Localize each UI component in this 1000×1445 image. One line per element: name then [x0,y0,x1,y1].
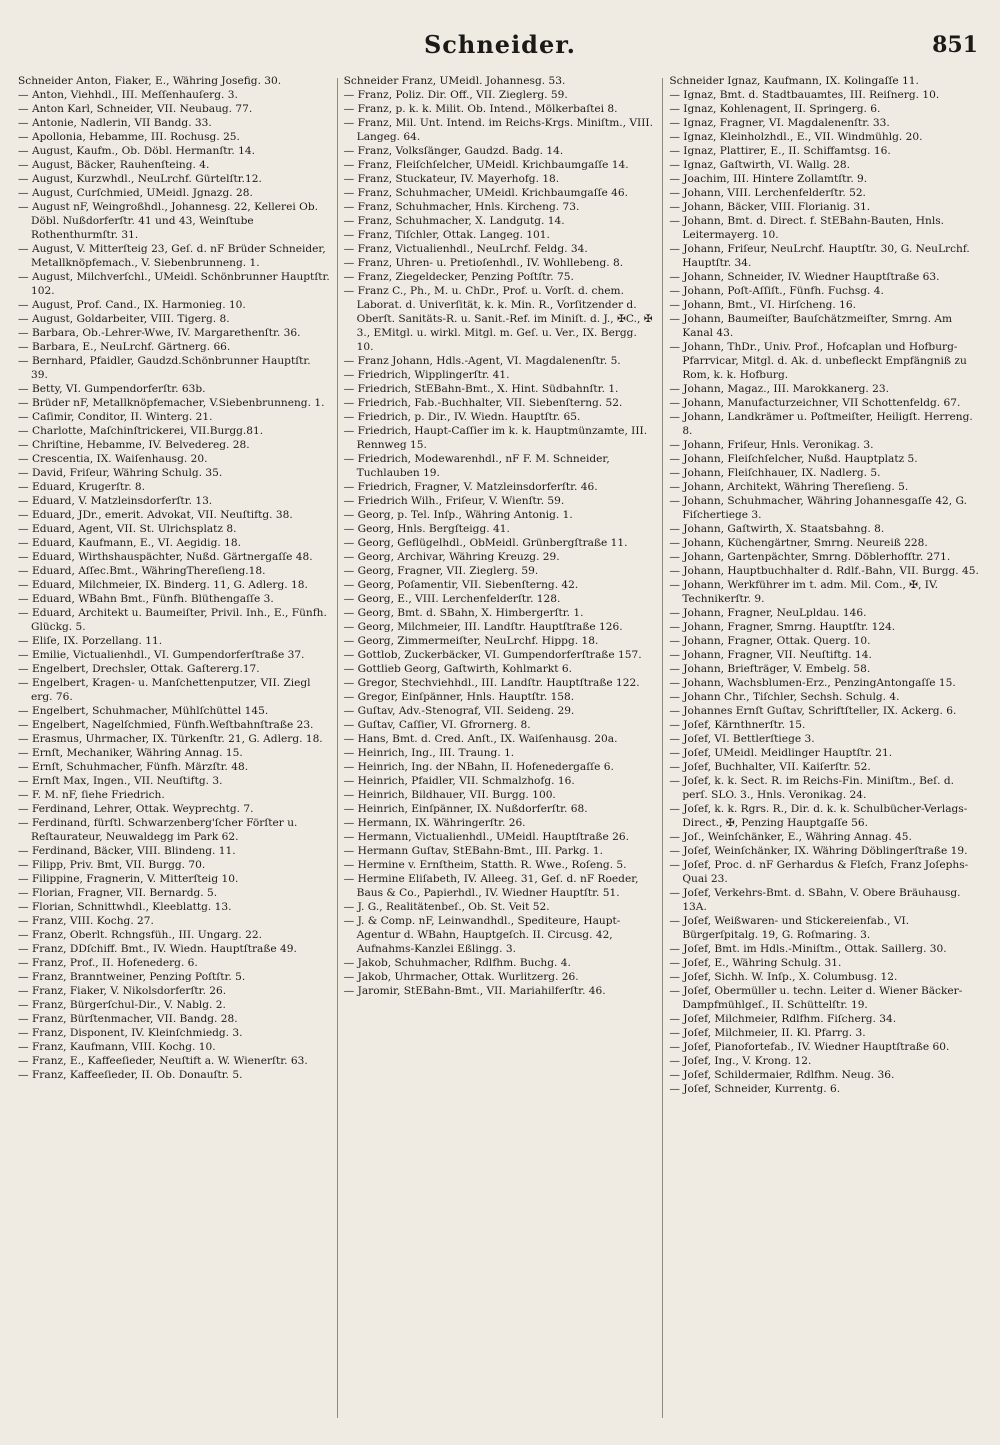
column-divider [337,78,338,1418]
directory-entry: — Gottlieb Georg, Gaſtwirth, Kohlmarkt 6. [343,663,572,675]
directory-entry: — Eduard, Milchmeier, IX. Binderg. 11, G. Adlerg. 18. [18,579,308,591]
directory-entry: — Johann, Bmt., VI. Hirſcheng. 16. [669,299,857,311]
page-title: Schneider. [423,30,577,59]
directory-entry: — Ernſt, Mechaniker, Währing Annag. 15. [18,747,243,759]
directory-entry: — Friedrich, StEBahn-Bmt., X. Hint. Südbahnſtr. 1. [343,383,619,395]
column-right [669,74,982,1424]
directory-entry: — Franz, Fleiſchſelcher, UMeidl. Krichbaumgaſſe 14. [343,159,629,171]
directory-entry: — Friedrich Wilh., Friſeur, V. Wienſtr. 59. [343,495,565,507]
directory-entry: — Hermine v. Ernſtheim, Statth. R. Wwe., Roſeng. 5. [343,859,627,871]
column-divider [662,78,663,1418]
directory-entry: — Johann, Fragner, Ottak. Querg. 10. [669,635,871,647]
directory-entry: — Engelbert, Schuhmacher, Mühlſchüttel 145. [18,705,269,717]
directory-entry: — Jakob, Schuhmacher, Rdlfhm. Buchg. 4. [343,957,571,969]
directory-entry: — Crescentia, IX. Waiſenhausg. 20. [18,453,208,465]
directory-entry: — Heinrich, Pfaidler, VII. Schmalzhofg. 16. [343,775,575,787]
directory-entry: — Franz, Schuhmacher, X. Landgutg. 14. [343,215,565,227]
directory-entry: — Joſef, Schneider, Kurrentg. 6. [669,1083,841,1095]
directory-entry: — Joſef, Obermüller u. techn. Leiter d. Wiener Bäcker-Dampfmühlgeſ., II. Schüttelſtr. 19. [669,985,963,1011]
directory-entry: — Johann, Manufacturzeichner, VII Schottenfeldg. 67. [669,397,961,409]
directory-entry: — Johann, Briefträger, V. Embelg. 58. [669,663,871,675]
directory-entry: — August, V. Mitterſteig 23, Geſ. d. nF Brüder Schneider, Metallknöpfemach., V. Siebenbrunneng. 1. [18,243,326,269]
directory-entry: — Eduard, Agent, VII. St. Ulrichsplatz 8. [18,523,237,535]
directory-entry: — Johann, Werkführer im t. adm. Mil. Com., ✠, IV. Technikerſtr. 9. [669,579,939,605]
directory-entry: — Johann, Bäcker, VIII. Florianig. 31. [669,201,871,213]
directory-entry: — David, Friſeur, Währing Schulg. 35. [18,467,223,479]
directory-entry: — Eduard, Kaufmann, E., VI. Aegidig. 18. [18,537,241,549]
directory-entry: — Franz, Branntweiner, Penzing Poſtſtr. 5. [18,971,246,983]
directory-entry: — Johannes Ernſt Guſtav, Schriftſteller, IX. Ackerg. 6. [669,705,957,717]
directory-entry: — Franz, Mil. Unt. Intend. im Reichs-Krgs. Miniſtm., VIII. Langeg. 64. [343,117,653,143]
directory-entry: — Franz, Prof., II. Hofenederg. 6. [18,957,198,969]
directory-entry: — Georg, Archivar, Währing Kreuzg. 29. [343,551,560,563]
directory-entry: — Johann, Bmt. d. Direct. f. StEBahn-Bauten, Hnls. Leitermayerg. 10. [669,215,945,241]
directory-entry: — Eliſe, IX. Porzellang. 11. [18,635,163,647]
directory-entry: Schneider Anton, Fiaker, E., Währing Josefig. 30. [18,75,282,87]
directory-entry: — August, Kaufm., Ob. Döbl. Hermanſtr. 14. [18,145,255,157]
directory-entry: — Johann Chr., Tiſchler, Sechsh. Schulg. 4. [669,691,900,703]
directory-entry: — Ignaz, Gaſtwirth, VI. Wallg. 28. [669,159,850,171]
directory-entry: — Gregor, Stechviehhdl., III. Landſtr. Hauptſtraße 122. [343,677,640,689]
directory-entry: — Friedrich, Fab.-Buchhalter, VII. Siebenſterng. 52. [343,397,623,409]
directory-entry: — Guſtav, Adv.-Stenograf, VII. Seideng. 29. [343,705,575,717]
directory-entry: — Johann, Friſeur, Hnls. Veronikag. 3. [669,439,874,451]
directory-entry: — Ignaz, Plattirer, E., II. Schiffamtsg. 16. [669,145,891,157]
directory-entry: — Jakob, Uhrmacher, Ottak. Wurlitzerg. 26. [343,971,579,983]
directory-entry: — Georg, Fragner, VII. Zieglerg. 59. [343,565,539,577]
directory-entry: — Joſef, Sichh. W. Inſp., X. Columbusg. 12. [669,971,898,983]
directory-entry: — Eduard, WBahn Bmt., Fünfh. Blüthengaſſe 3. [18,593,274,605]
directory-entry: — Hermann, IX. Währingerſtr. 26. [343,817,526,829]
directory-entry: — Georg, Bmt. d. SBahn, X. Himbergerſtr. 1. [343,607,584,619]
directory-entry: — Johann, Poſt-Aſſiſt., Fünfh. Fuchsg. 4. [669,285,884,297]
directory-entry: — Friedrich, Modewarenhdl., nF F. M. Schneider, Tuchlauben 19. [343,453,610,479]
directory-entry: — Johann, Schuhmacher, Währing Johannesgaſſe 42, G. Fiſchertiege 3. [669,495,967,521]
directory-entry: — Eduard, Aſſec.Bmt., WähringTherеſieng.18. [18,565,266,577]
directory-entry: — Guſtav, Caſſier, VI. Gfrornerg. 8. [343,719,531,731]
directory-entry: — Joſef, VI. Bettlerſtiege 3. [669,733,815,745]
directory-entry: — Franz, E., Kaffeeſieder, Neuſtift a. W. Wienerſtr. 63. [18,1055,308,1067]
directory-entry: — Johann, Fleiſchſelcher, Nußd. Hauptplatz 5. [669,453,918,465]
directory-entry: — Friedrich, Wipplingerſtr. 41. [343,369,510,381]
directory-entry: — Franz, Oberlt. Rchngsfüh., III. Ungarg. 22. [18,929,263,941]
directory-entry: — Hermann Guſtav, StEBahn-Bmt., III. Parkg. 1. [343,845,603,857]
directory-entry: — Franz, Stuckateur, IV. Mayerhofg. 18. [343,173,560,185]
directory-entry: — Johann, Schneider, IV. Wiedner Hauptſtraße 63. [669,271,940,283]
directory-entry: — Ferdinand, Lehrer, Ottak. Weyprechtg. 7. [18,803,254,815]
directory-entry: — Joſef, Ing., V. Krong. 12. [669,1055,812,1067]
directory-entry: — Georg, Geflügelhdl., ObMeidl. Grünbergſtraße 11. [343,537,628,549]
directory-entry: — Bernhard, Pfaidler, Gaudzd.Schönbrunner Hauptſtr. 39. [18,355,311,381]
directory-entry: — Anton, Viehhdl., III. Meſſenhauſerg. 3. [18,89,238,101]
directory-entry: — Johann, Fragner, Smrng. Hauptſtr. 124. [669,621,896,633]
directory-entry: — Joſef, Verkehrs-Bmt. d. SBahn, V. Obere Bräuhausg. 13A. [669,887,961,913]
directory-entry: — Joſef, Proc. d. nF Gerhardus & Fleſch, Franz Joſephs-Quai 23. [669,859,969,885]
directory-columns [18,74,982,1424]
directory-entry: — Johann, Hauptbuchhalter d. Rdlf.-Bahn, VII. Burgg. 45. [669,565,979,577]
directory-entry: — Friedrich, Haupt-Caſſier im k. k. Hauptmünzamte, III. Rennweg 15. [343,425,648,451]
directory-entry: — Hermine Eliſabeth, IV. Alleeg. 31, Geſ. d. nF Roeder, Baus & Co., Papierhdl., IV. Wiedner Hauptſtr. 51. [343,873,639,899]
directory-entry: — Eduard, Architekt u. Baumeiſter, Privil. Inh., E., Fünfh. Glückg. 5. [18,607,327,633]
directory-entry: — Filippine, Fragnerin, V. Mitterſteig 10. [18,873,239,885]
directory-entry: — Franz, Tiſchler, Ottak. Langeg. 101. [343,229,550,241]
directory-entry: — Ferdinand, fürſtl. Schwarzenberg'ſcher Förſter u. Reſtaurateur, Neuwaldegg im Park 62. [18,817,298,843]
directory-entry: — Johann, Fleiſchhauer, IX. Nadlerg. 5. [669,467,881,479]
directory-entry: — Ernſt, Schuhmacher, Fünfh. Märzſtr. 48. [18,761,249,773]
directory-entry: — Barbara, Ob.-Lehrer-Wwe, IV. Margarethenſtr. 36. [18,327,301,339]
directory-entry: — Gottlob, Zuckerbäcker, VI. Gumpendorferſtraße 157. [343,649,642,661]
directory-entry: — Erasmus, Uhrmacher, IX. Türkenſtr. 21, G. Adlerg. 18. [18,733,323,745]
directory-entry: — Friedrich, p. Dir., IV. Wiedn. Hauptſtr. 65. [343,411,581,423]
directory-entry: — Joſef, Pianofortefab., IV. Wiedner Hauptſtraße 60. [669,1041,950,1053]
directory-entry: — Joſef, k. k. Rgrs. R., Dir. d. k. k. Schulbücher-Verlags-Direct., ✠, Penzing Hauptgaſſe 56. [669,803,968,829]
directory-entry: — F. M. nF, ſiehe Friedrich. [18,789,165,801]
directory-entry: — August, Prof. Cand., IX. Harmonieg. 10. [18,299,246,311]
directory-entry: — Johann, Landkrämer u. Poſtmeiſter, Heiligſt. Herreng. 8. [669,411,973,437]
directory-entry: — Johann, Gaſtwirth, X. Staatsbahng. 8. [669,523,885,535]
directory-entry: — Franz, DDſchiff. Bmt., IV. Wiedn. Hauptſtraße 49. [18,943,297,955]
directory-entry: — Florian, Schnittwhdl., Kleeblattg. 13. [18,901,232,913]
directory-entry: — Chriſtine, Hebamme, IV. Belvedereg. 28. [18,439,250,451]
directory-entry: — Heinrich, Einſpänner, IX. Nußdorferſtr. 68. [343,803,588,815]
directory-entry: — Johann, Wachsblumen-Erz., PenzingAntongaſſe 15. [669,677,956,689]
directory-entry: — Emilie, Victualienhdl., VI. Gumpendorferſtraße 37. [18,649,305,661]
directory-entry: — Johann, ThDr., Univ. Prof., Hofcaplan und Hofburg-Pfarrvicar, Mitgl. d. Ak. d. unbefleckt Empfängniß zu Rom, k. k. Hofburg. [669,341,967,381]
directory-entry: — J. G., Realitätenbeſ., Ob. St. Veit 52. [343,901,550,913]
directory-entry: — Heinrich, Bildhauer, VII. Burgg. 100. [343,789,556,801]
directory-entry: — Joſef, Kärnthnerſtr. 15. [669,719,806,731]
directory-entry: — Georg, E., VIII. Lerchenfelderſtr. 128. [343,593,561,605]
directory-entry: — Ferdinand, Bäcker, VIII. Blindeng. 11. [18,845,236,857]
directory-entry: — Franz, Ziegeldecker, Penzing Poſtſtr. 75. [343,271,574,283]
directory-entry: — Ernſt Max, Ingen., VII. Neuſtiftg. 3. [18,775,223,787]
directory-entry: — Charlotte, Maſchinſtrickerei, VII.Burgg.81. [18,425,264,437]
directory-entry: — Joſef, Buchhalter, VII. Kaiſerſtr. 52. [669,761,871,773]
directory-entry: — Betty, VI. Gumpendorferſtr. 63b. [18,383,206,395]
directory-entry: — Engelbert, Nagelſchmied, Fünfh.Weſtbahnſtraße 23. [18,719,314,731]
directory-entry: — Franz, Uhren- u. Pretioſenhdl., IV. Wohllebeng. 8. [343,257,624,269]
directory-entry: — Franz, Bürſtenmacher, VII. Bandg. 28. [18,1013,238,1025]
directory-entry: — Franz, Schuhmacher, UMeidl. Krichbaumgaſſe 46. [343,187,629,199]
directory-entry: — Joſef, Milchmeier, Rdlfhm. Fiſcherg. 34. [669,1013,897,1025]
directory-entry: — Joſ., Weinſchänker, E., Währing Annag. 45. [669,831,912,843]
directory-entry: — Joſef, Bmt. im Hdls.-Miniſtm., Ottak. Saillerg. 30. [669,943,947,955]
directory-entry: — August, Kurzwhdl., NeuLrchf. Gürtelſtr.12. [18,173,262,185]
directory-entry: — Gregor, Einſpänner, Hnls. Hauptſtr. 158. [343,691,575,703]
directory-entry: Schneider Franz, UMeidl. Johannesg. 53. [343,75,566,87]
directory-entry: — Eduard, JDr., emerit. Advokat, VII. Neuſtiftg. 38. [18,509,293,521]
directory-entry: — Franz, Bürgerſchul-Dir., V. Nablg. 2. [18,999,226,1011]
directory-entry: — Jaromir, StEBahn-Bmt., VII. Mariahilferſtr. 46. [343,985,606,997]
directory-entry: — Joſef, Milchmeier, II. Kl. Pfarrg. 3. [669,1027,866,1039]
directory-entry: — Engelbert, Kragen- u. Manſchettenputzer, VII. Ziegl erg. 76. [18,677,311,703]
directory-entry: — August nF, Weingroßhdl., Johannesg. 22, Kellerei Ob. Döbl. Nußdorferſtr. 41 und 43, Weinſtube Rothenthurmſtr. 31. [18,201,318,241]
directory-entry: — Johann, Fragner, NeuLpldau. 146. [669,607,867,619]
directory-entry: — August, Goldarbeiter, VIII. Tigerg. 8. [18,313,230,325]
directory-entry: — Hermann, Victualienhdl., UMeidl. Hauptſtraße 26. [343,831,629,843]
directory-entry: — Friedrich, Fragner, V. Matzleinsdorferſtr. 46. [343,481,598,493]
directory-entry: — Ignaz, Bmt. d. Stadtbauamtes, III. Reiſnerg. 10. [669,89,940,101]
directory-entry: — Franz Johann, Hdls.-Agent, VI. Magdalenenſtr. 5. [343,355,621,367]
directory-entry: — Ignaz, Fragner, VI. Magdalenenſtr. 33. [669,117,890,129]
directory-entry: — Johann, Baumeiſter, Bauſchätzmeiſter, Smrng. Am Kanal 43. [669,313,953,339]
directory-entry: — August, Bäcker, Rauhenſteing. 4. [18,159,210,171]
directory-entry: — Franz, Kaufmann, VIII. Kochg. 10. [18,1041,216,1053]
directory-entry: — Franz, VIII. Kochg. 27. [18,915,154,927]
directory-entry: — Johann, Magaz., III. Marokkanerg. 23. [669,383,889,395]
directory-entry: — Joſef, Schildermaier, Rdlfhm. Neug. 36. [669,1069,895,1081]
directory-entry: — Franz, Victualienhdl., NeuLrchf. Feldg. 34. [343,243,588,255]
directory-entry: — Franz, Schuhmacher, Hnls. Kircheng. 73. [343,201,580,213]
directory-entry: — Apollonia, Hebamme, III. Rochusg. 25. [18,131,240,143]
directory-entry: — Johann, Fragner, VII. Neuſtiftg. 14. [669,649,872,661]
directory-entry: — Anton Karl, Schneider, VII. Neubaug. 77. [18,103,253,115]
directory-entry: — Caſimir, Conditor, II. Winterg. 21. [18,411,213,423]
directory-entry: — Barbara, E., NeuLrchf. Gärtnerg. 66. [18,341,231,353]
column-left [18,74,331,1424]
directory-entry: — Florian, Fragner, VII. Bernardg. 5. [18,887,218,899]
directory-entry: — Franz, Volksſänger, Gaudzd. Badg. 14. [343,145,564,157]
directory-entry: — Georg, Zimmermeiſter, NeuLrchf. Hippg. 18. [343,635,599,647]
page-number: 851 [932,32,978,58]
directory-entry: — Ignaz, Kohlenagent, II. Springerg. 6. [669,103,881,115]
directory-entry: — Filipp, Priv. Bmt, VII. Burgg. 70. [18,859,206,871]
directory-entry: — Franz, Poliz. Dir. Off., VII. Zieglerg. 59. [343,89,568,101]
directory-entry: — Joſef, E., Währing Schulg. 31. [669,957,842,969]
directory-entry: — Franz, Fiaker, V. Nikolsdorferſtr. 26. [18,985,227,997]
directory-entry: — Franz, Disponent, IV. Kleinſchmiedg. 3. [18,1027,243,1039]
directory-entry: — Johann, Architekt, Währing Thereſieng. 5. [669,481,909,493]
directory-entry: — Georg, Hnls. Bergſteigg. 41. [343,523,510,535]
directory-entry: — J. & Comp. nF, Leinwandhdl., Spediteure, Haupt-Agentur d. WBahn, Hauptgeſch. II. Circusg. 42, Aufnahms-Kanzlei Eßlingg. 3. [343,915,621,955]
directory-entry: — Georg, Milchmeier, III. Landſtr. Hauptſtraße 126. [343,621,623,633]
directory-entry: — August, Milchverſchl., UMeidl. Schönbrunner Hauptſtr. 102. [18,271,330,297]
directory-entry: — Franz, p. k. k. Milit. Ob. Intend., Mölkerbaſtei 8. [343,103,618,115]
directory-entry: — Joſef, k. k. Sect. R. im Reichs-Fin. Miniſtm., Beſ. d. perſ. SLO. 3., Hnls. Veronikag. 24. [669,775,954,801]
directory-entry: — Johann, Küchengärtner, Smrng. Neureiß 228. [669,537,928,549]
directory-entry: — Joſef, Weinſchänker, IX. Währing Döblingerſtraße 19. [669,845,968,857]
directory-entry: — August, Curſchmied, UMeidl. Jgnazg. 28. [18,187,253,199]
directory-entry: Schneider Ignaz, Kaufmann, IX. Kolingaſſe 11. [669,75,919,87]
directory-entry: — Ignaz, Kleinholzhdl., E., VII. Windmühlg. 20. [669,131,923,143]
directory-entry: — Antonie, Nadlerin, VII Bandg. 33. [18,117,212,129]
directory-entry: — Eduard, V. Matzleinsdorferſtr. 13. [18,495,213,507]
directory-entry: — Heinrich, Ing. der NBahn, II. Hofenedergaſſe 6. [343,761,614,773]
directory-entry: — Brüder nF, Metallknöpfemacher, V.Siebenbrunneng. 1. [18,397,325,409]
directory-entry: — Eduard, Krugerſtr. 8. [18,481,146,493]
directory-entry: — Joſef, Weißwaren- und Stickereienfab., VI. Bürgerſpitalg. 19, G. Roſmaring. 3. [669,915,910,941]
directory-entry: — Eduard, Wirthshauspächter, Nußd. Gärtnergaſſe 48. [18,551,313,563]
directory-entry: — Georg, p. Tel. Inſp., Währing Antonig. 1. [343,509,573,521]
directory-entry: — Joachim, III. Hintere Zollamtſtr. 9. [669,173,868,185]
directory-entry: — Hans, Bmt. d. Cred. Anſt., IX. Waiſenhausg. 20a. [343,733,618,745]
directory-entry: — Franz C., Ph., M. u. ChDr., Prof. u. Vorſt. d. chem. Laborat. d. Univerſität, k. k. Min. R., Vorſitzender d. Oberſt. Sanitäts-R. u. Sanit.-Ref. im Miniſt. d. J., ✠C., ✠ 3., EMitgl. u. wirkl. Mitgl. m. Geſ. u. Ver., IX. Bergg. 10. [343,285,653,353]
column-middle [344,74,657,1424]
directory-entry: — Johann, VIII. Lerchenfelderſtr. 52. [669,187,866,199]
directory-entry: — Joſef, UMeidl. Meidlinger Hauptſtr. 21. [669,747,893,759]
directory-entry: — Heinrich, Ing., III. Traung. 1. [343,747,515,759]
directory-entry: — Engelbert, Drechsler, Ottak. Gaſtererg.17. [18,663,260,675]
directory-entry: — Franz, Kaffeeſieder, II. Ob. Donauſtr. 5. [18,1069,243,1081]
page-header [0,30,1000,66]
directory-entry: — Georg, Poſamentir, VII. Siebenſterng. 42. [343,579,579,591]
directory-entry: — Johann, Gartenpächter, Smrng. Döblerhofſtr. 271. [669,551,951,563]
directory-entry: — Johann, Friſeur, NeuLrchf. Hauptſtr. 30, G. NeuLrchf. Hauptſtr. 34. [669,243,970,269]
